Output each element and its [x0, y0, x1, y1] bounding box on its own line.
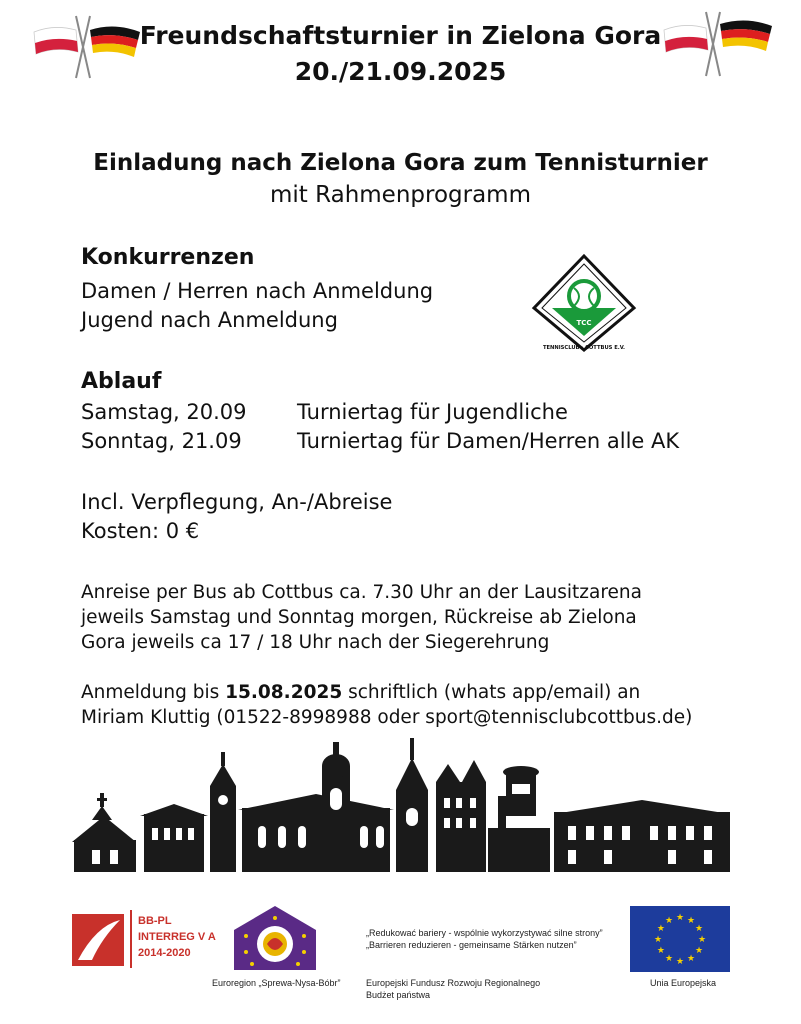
- ablauf-heading: Ablauf: [81, 369, 162, 394]
- invitation-subheading: mit Rahmenprogramm: [270, 182, 531, 208]
- eu-star-icon: ★: [686, 954, 696, 965]
- eu-star-icon: ★: [653, 935, 663, 945]
- tennisclub-cottbus-logo: [530, 252, 638, 352]
- registration-line: [81, 680, 640, 705]
- konkurrenzen-heading: Konkurrenzen: [81, 245, 255, 270]
- eu-star-icon: ★: [697, 935, 707, 945]
- invitation-heading: Einladung nach Zielona Gora zum Tennisturnier: [93, 150, 708, 176]
- schedule-day: Sonntag, 21.09: [81, 429, 242, 453]
- registration-contact: Miriam Kluttig (01522-8998988 oder sport@tennisclubcottbus.de): [81, 707, 693, 728]
- schedule-day: Samstag, 20.09: [81, 400, 247, 424]
- eu-star-icon: ★: [656, 946, 665, 956]
- registration-suffix: schriftlich (whats app/email) an: [342, 682, 641, 703]
- interreg-line: 2014-2020: [138, 947, 191, 959]
- interreg-line: INTERREG V A: [138, 931, 216, 943]
- page-title: Freundschaftsturnier in Zielona Gora: [139, 21, 662, 50]
- eu-star-icon: ★: [675, 913, 685, 923]
- logo-abbr: TCC: [576, 319, 592, 327]
- eu-star-icon: ★: [656, 924, 665, 934]
- eu-star-icon: ★: [675, 957, 685, 967]
- travel-line: Gora jeweils ca 17 / 18 Uhr nach der Siegerehrung: [81, 632, 550, 653]
- schedule-desc: Turniertag für Damen/Herren alle AK: [297, 429, 680, 453]
- eu-caption: Unia Europejska: [650, 978, 717, 988]
- interreg-logo: [72, 910, 222, 970]
- catering-info: Incl. Verpflegung, An-/Abreise: [81, 490, 393, 514]
- cost-info: Kosten: 0 €: [81, 519, 200, 543]
- interreg-mark-icon: [72, 914, 124, 966]
- konkurrenz-item: Damen / Herren nach Anmeldung: [81, 279, 434, 303]
- eu-star-icon: ★: [664, 915, 674, 926]
- eu-star-icon: ★: [664, 954, 674, 965]
- logo-ring-text: TENNISCLUB · COTTBUS E.V.: [542, 345, 626, 351]
- eu-flag-icon: [630, 906, 730, 972]
- eu-star-icon: ★: [686, 915, 696, 926]
- eu-star-icon: ★: [695, 946, 704, 956]
- konkurrenz-item: Jugend nach Anmeldung: [81, 308, 338, 332]
- travel-line: jeweils Samstag und Sonntag morgen, Rückreise ab Zielona: [81, 607, 637, 628]
- euroregion-logo: [232, 904, 318, 972]
- interreg-line: BB-PL: [138, 915, 172, 927]
- registration-prefix: Anmeldung bis: [81, 682, 226, 703]
- euroregion-caption: Euroregion „Sprewa-Nysa-Bóbr”: [212, 978, 341, 988]
- travel-line: Anreise per Bus ab Cottbus ca. 7.30 Uhr an der Lausitzarena: [81, 582, 642, 603]
- schedule-desc: Turniertag für Jugendliche: [297, 400, 568, 424]
- budget-caption: Budżet państwa: [366, 990, 431, 1000]
- city-skyline-image: [70, 738, 732, 874]
- fund-caption: Europejski Fundusz Rozwoju Regionalnego: [366, 978, 541, 988]
- registration-deadline: 15.08.2025: [225, 682, 343, 703]
- event-date: 20./21.09.2025: [294, 57, 507, 86]
- slogan-german: „Barrieren reduzieren - gemeinsame Stärken nutzen”: [366, 940, 577, 950]
- slogan-polish: „Redukować bariery - wspólnie wykorzystywać silne strony”: [366, 928, 603, 938]
- eu-star-icon: ★: [695, 924, 704, 934]
